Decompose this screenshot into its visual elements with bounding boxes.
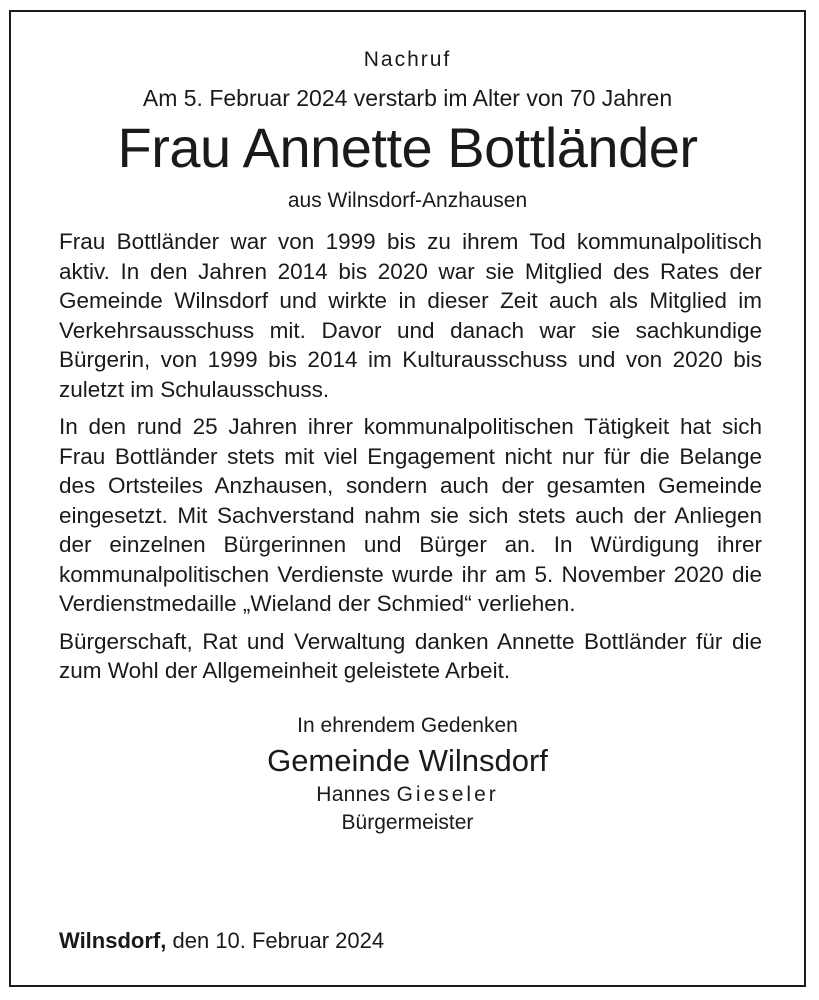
signer-role: Bürgermeister <box>341 810 474 834</box>
deceased-name: Frau Annette Bottländer <box>117 116 698 179</box>
place-and-date <box>59 928 384 954</box>
obituary-notice <box>9 10 806 987</box>
notice-heading: Nachruf <box>363 48 452 71</box>
obituary-body <box>59 227 762 686</box>
deceased-origin: aus Wilnsdorf-Anzhausen <box>287 189 528 212</box>
body-paragraph: Bürgerschaft, Rat und Verwaltung danken Annette Bottländer für die zum Wohl der Allgemeinheit geleistete Arbeit. <box>59 628 762 683</box>
signer-first-name: Hannes <box>316 782 391 806</box>
body-paragraph: Frau Bottländer war von 1999 bis zu ihrem Tod kommunalpolitisch aktiv. In den Jahren 2014 bis 2020 war sie Mitglied des Rates der Gemeinde Wilnsdorf und wirkte in dieser Zeit auch als Mitglied im Verkehrsausschuss mit. Davor und danach war sie sachkundige Bürgerin, von 1999 bis 2014 im Kulturausschuss und von 2020 bis zuletzt im Schulausschuss. <box>59 229 762 402</box>
closing-block <box>11 711 804 837</box>
memorial-phrase: In ehrendem Gedenken <box>297 713 518 737</box>
organization-name: Gemeinde Wilnsdorf <box>267 742 548 778</box>
signer-name <box>11 781 804 809</box>
death-announcement: Am 5. Februar 2024 verstarb im Alter von 70 Jahren <box>142 85 673 111</box>
footer-date: den 10. Februar 2024 <box>172 928 385 953</box>
body-paragraph: In den rund 25 Jahren ihrer kommunalpolitischen Tätigkeit hat sich Frau Bottländer stets mit viel Engagement nicht nur für die Belange des Ortsteiles Anzhausen, sondern auch der gesamten Gemeinde eingesetzt. Mit Sachverstand nahm sie sich stets auch der Anliegen der einzelnen Bürgerinnen und Bürger an. In Würdigung ihrer kommunalpolitischen Verdienste wurde ihr am 5. November 2020 die Verdienstmedaille „Wieland der Schmied“ verliehen. <box>59 414 762 616</box>
footer-place: Wilnsdorf, <box>59 928 167 953</box>
signer-last-name: Gieseler <box>396 782 499 806</box>
